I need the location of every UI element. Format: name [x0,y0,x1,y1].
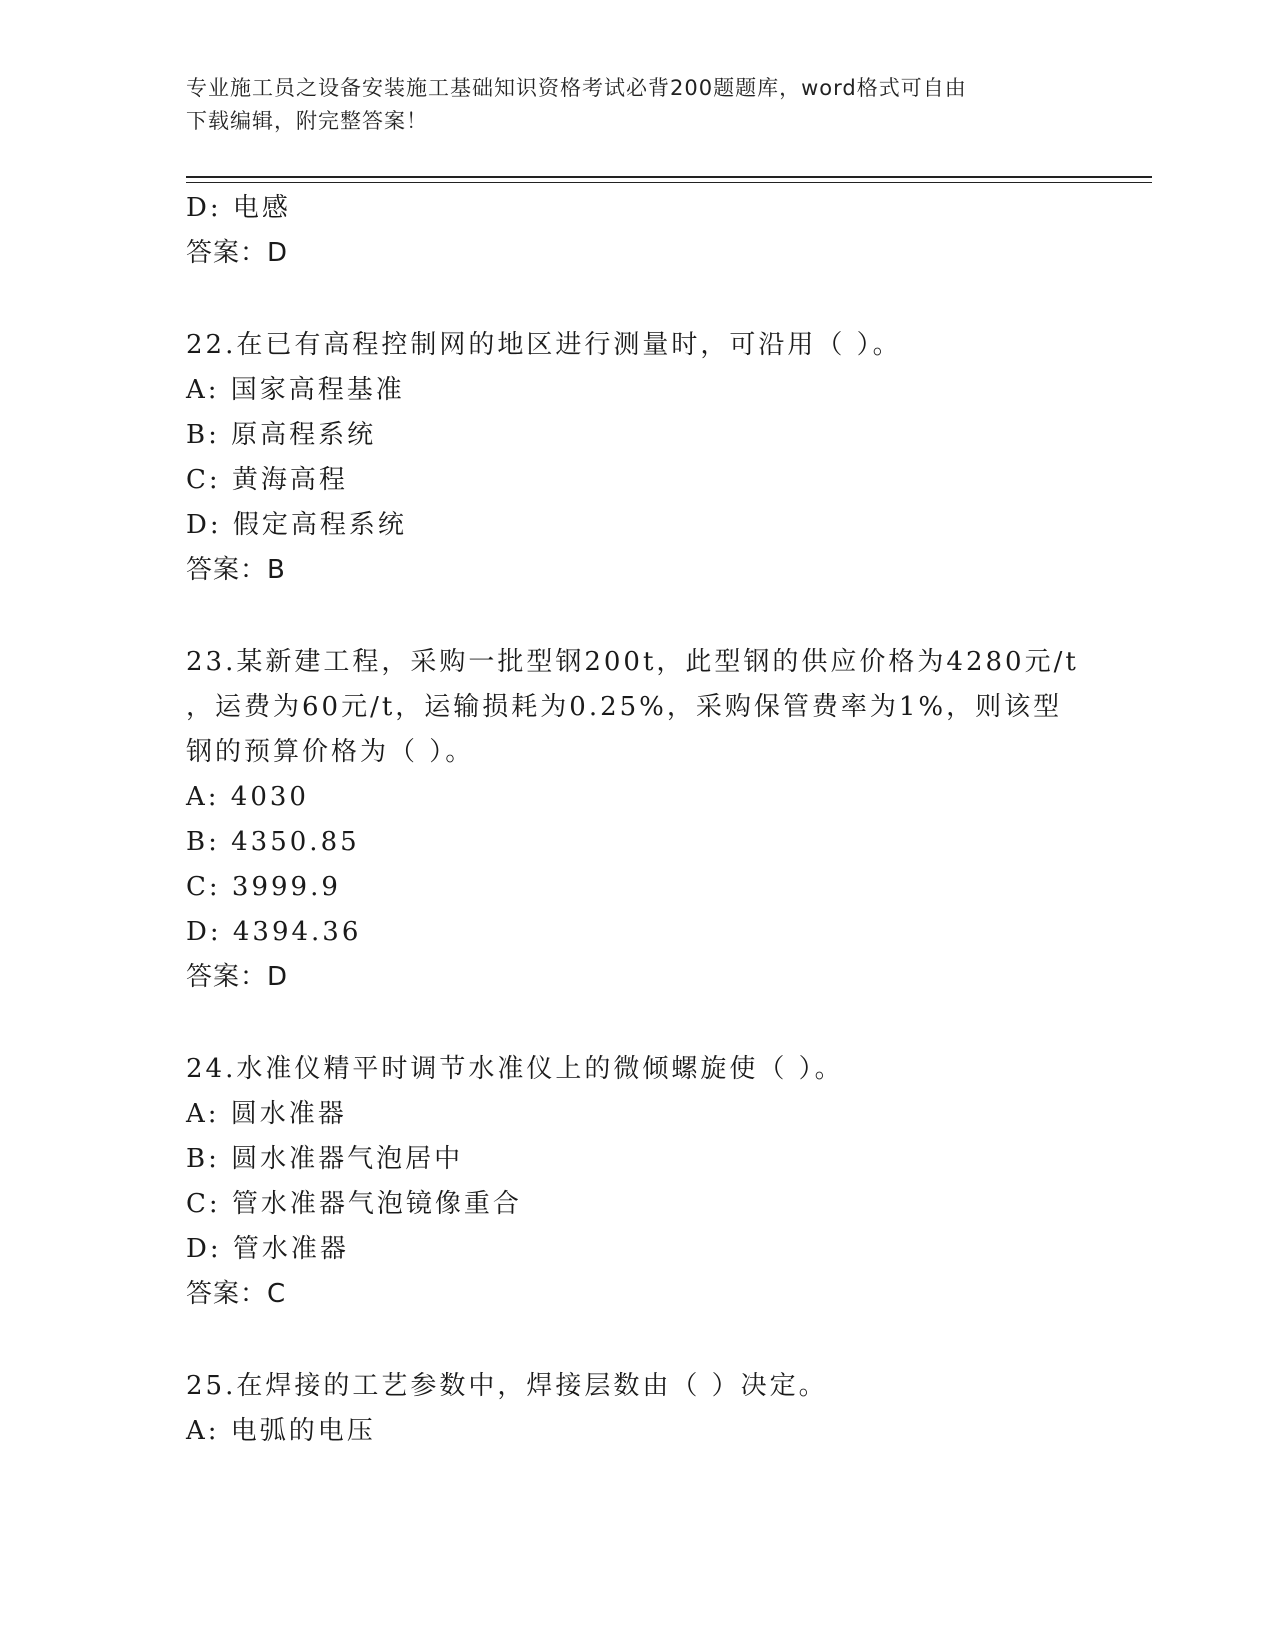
question-stem: 22.在已有高程控制网的地区进行测量时，可沿用（ ）。 [186,330,902,360]
spacer [186,276,1086,323]
question-22 [186,323,1086,593]
option-d: D: 管水准器 [186,1234,349,1264]
question-21 [186,186,1086,276]
option-a: A: 电弧的电压 [186,1416,376,1446]
question-stem: 25.在焊接的工艺参数中，焊接层数由（ ）决定。 [186,1371,828,1401]
question-stem-line-3: 钢的预算价格为（ ）。 [186,737,475,767]
option-d: D: 4394.36 [186,917,362,947]
spacer [186,1317,1086,1364]
option-b: B: 4350.85 [186,827,360,857]
option-d: D: 电感 [186,193,291,223]
question-stem-line-2: ，运费为60元/t，运输损耗为0.25%，采购保管费率为1%，则该型 [186,692,1063,722]
question-stem-line-1: 23.某新建工程，采购一批型钢200t，此型钢的供应价格为4280元/t [186,647,1079,677]
spacer [186,1000,1086,1047]
question-23 [186,640,1086,1000]
page-header [186,72,1066,138]
answer-line: 答案：C [186,1279,287,1309]
answer-line: 答案：B [186,555,286,585]
option-c: C: 管水准器气泡镜像重合 [186,1189,522,1219]
option-c: C: 3999.9 [186,872,341,902]
header-title-line-2: 下载编辑，附完整答案！ [186,109,428,133]
option-b: B: 原高程系统 [186,420,377,450]
option-b: B: 圆水准器气泡居中 [186,1144,464,1174]
option-a: A: 圆水准器 [186,1099,347,1129]
header-divider-thick [186,176,1152,178]
option-d: D: 假定高程系统 [186,510,407,540]
answer-line: 答案：D [186,962,289,992]
answer-line: 答案：D [186,238,289,268]
question-list [186,186,1086,1454]
option-c: C: 黄海高程 [186,465,348,495]
header-title-line-1: 专业施工员之设备安装施工基础知识资格考试必背200题题库，word格式可自由 [186,76,967,100]
spacer [186,593,1086,640]
question-24 [186,1047,1086,1317]
option-a: A: 4030 [186,782,309,812]
question-25 [186,1364,1086,1454]
question-stem: 24.水准仪精平时调节水准仪上的微倾螺旋使（ ）。 [186,1054,844,1084]
header-divider-thin [186,182,1152,183]
option-a: A: 国家高程基准 [186,375,405,405]
